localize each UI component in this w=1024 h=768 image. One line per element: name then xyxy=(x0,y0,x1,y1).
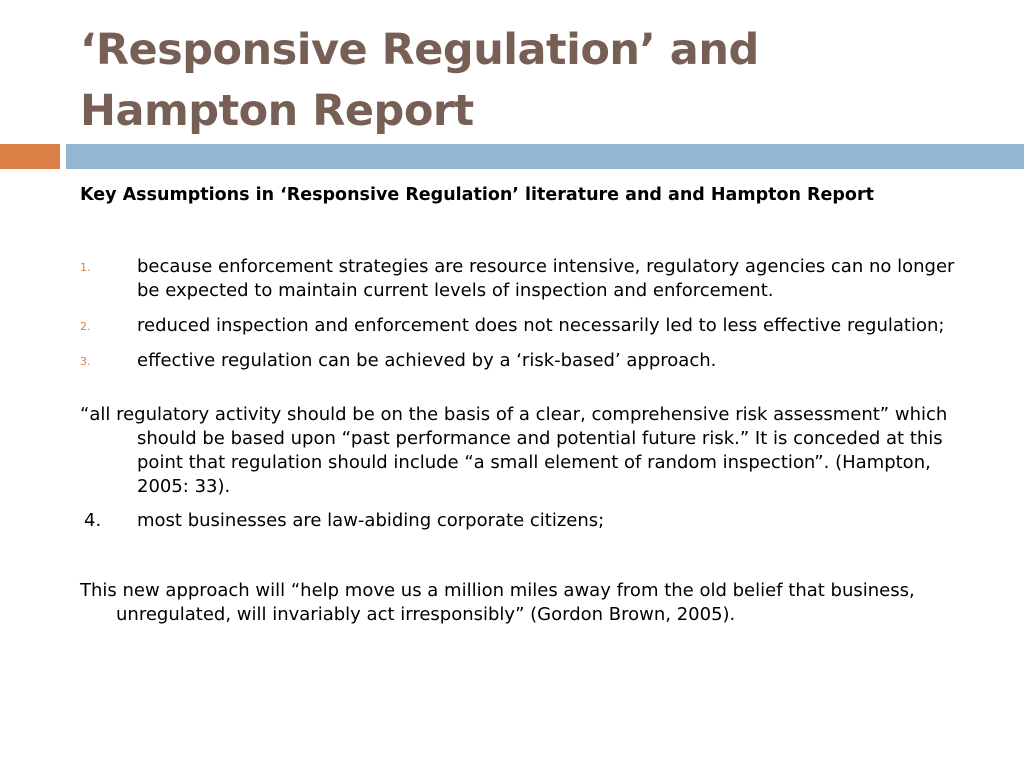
accent-bar-blue xyxy=(66,144,1024,169)
title-line-2: Hampton Report xyxy=(80,86,474,136)
accent-bar-orange xyxy=(0,144,60,169)
list-number: 1. xyxy=(80,261,91,274)
list-item xyxy=(80,314,980,338)
list-number: 2. xyxy=(80,320,91,333)
assumptions-list xyxy=(80,255,980,373)
slide-body xyxy=(80,183,980,627)
subheading: Key Assumptions in ‘Responsive Regulation’ literature and and Hampton Report xyxy=(80,185,874,205)
title-line-1: ‘Responsive Regulation’ and xyxy=(80,25,759,75)
list-number: 4. xyxy=(84,510,102,531)
list-item-4 xyxy=(80,509,980,533)
list-text: because enforcement strategies are resource intensive, regulatory agencies can no longer be expected to maintain current levels of inspection and enforcement. xyxy=(137,256,955,301)
list-item xyxy=(80,349,980,373)
slide-title xyxy=(80,20,980,142)
list-text: reduced inspection and enforcement does not necessarily led to less effective regulation; xyxy=(137,315,945,336)
hampton-quote: “all regulatory activity should be on the basis of a clear, comprehensive risk assessment” which should be based upon “past performance and potential future risk.” It is conceded at this point that regulation should include “a small element of random inspection”. (Hampton, 2005: 33). xyxy=(80,404,948,497)
list-item xyxy=(80,255,980,303)
list-text: effective regulation can be achieved by a ‘risk-based’ approach. xyxy=(137,350,717,371)
gordon-brown-quote: This new approach will “help move us a million miles away from the old belief that business, unregulated, will invariably act irresponsibly” (Gordon Brown, 2005). xyxy=(80,580,915,625)
list-number: 3. xyxy=(80,355,91,368)
list-text: most businesses are law-abiding corporate citizens; xyxy=(137,510,605,531)
